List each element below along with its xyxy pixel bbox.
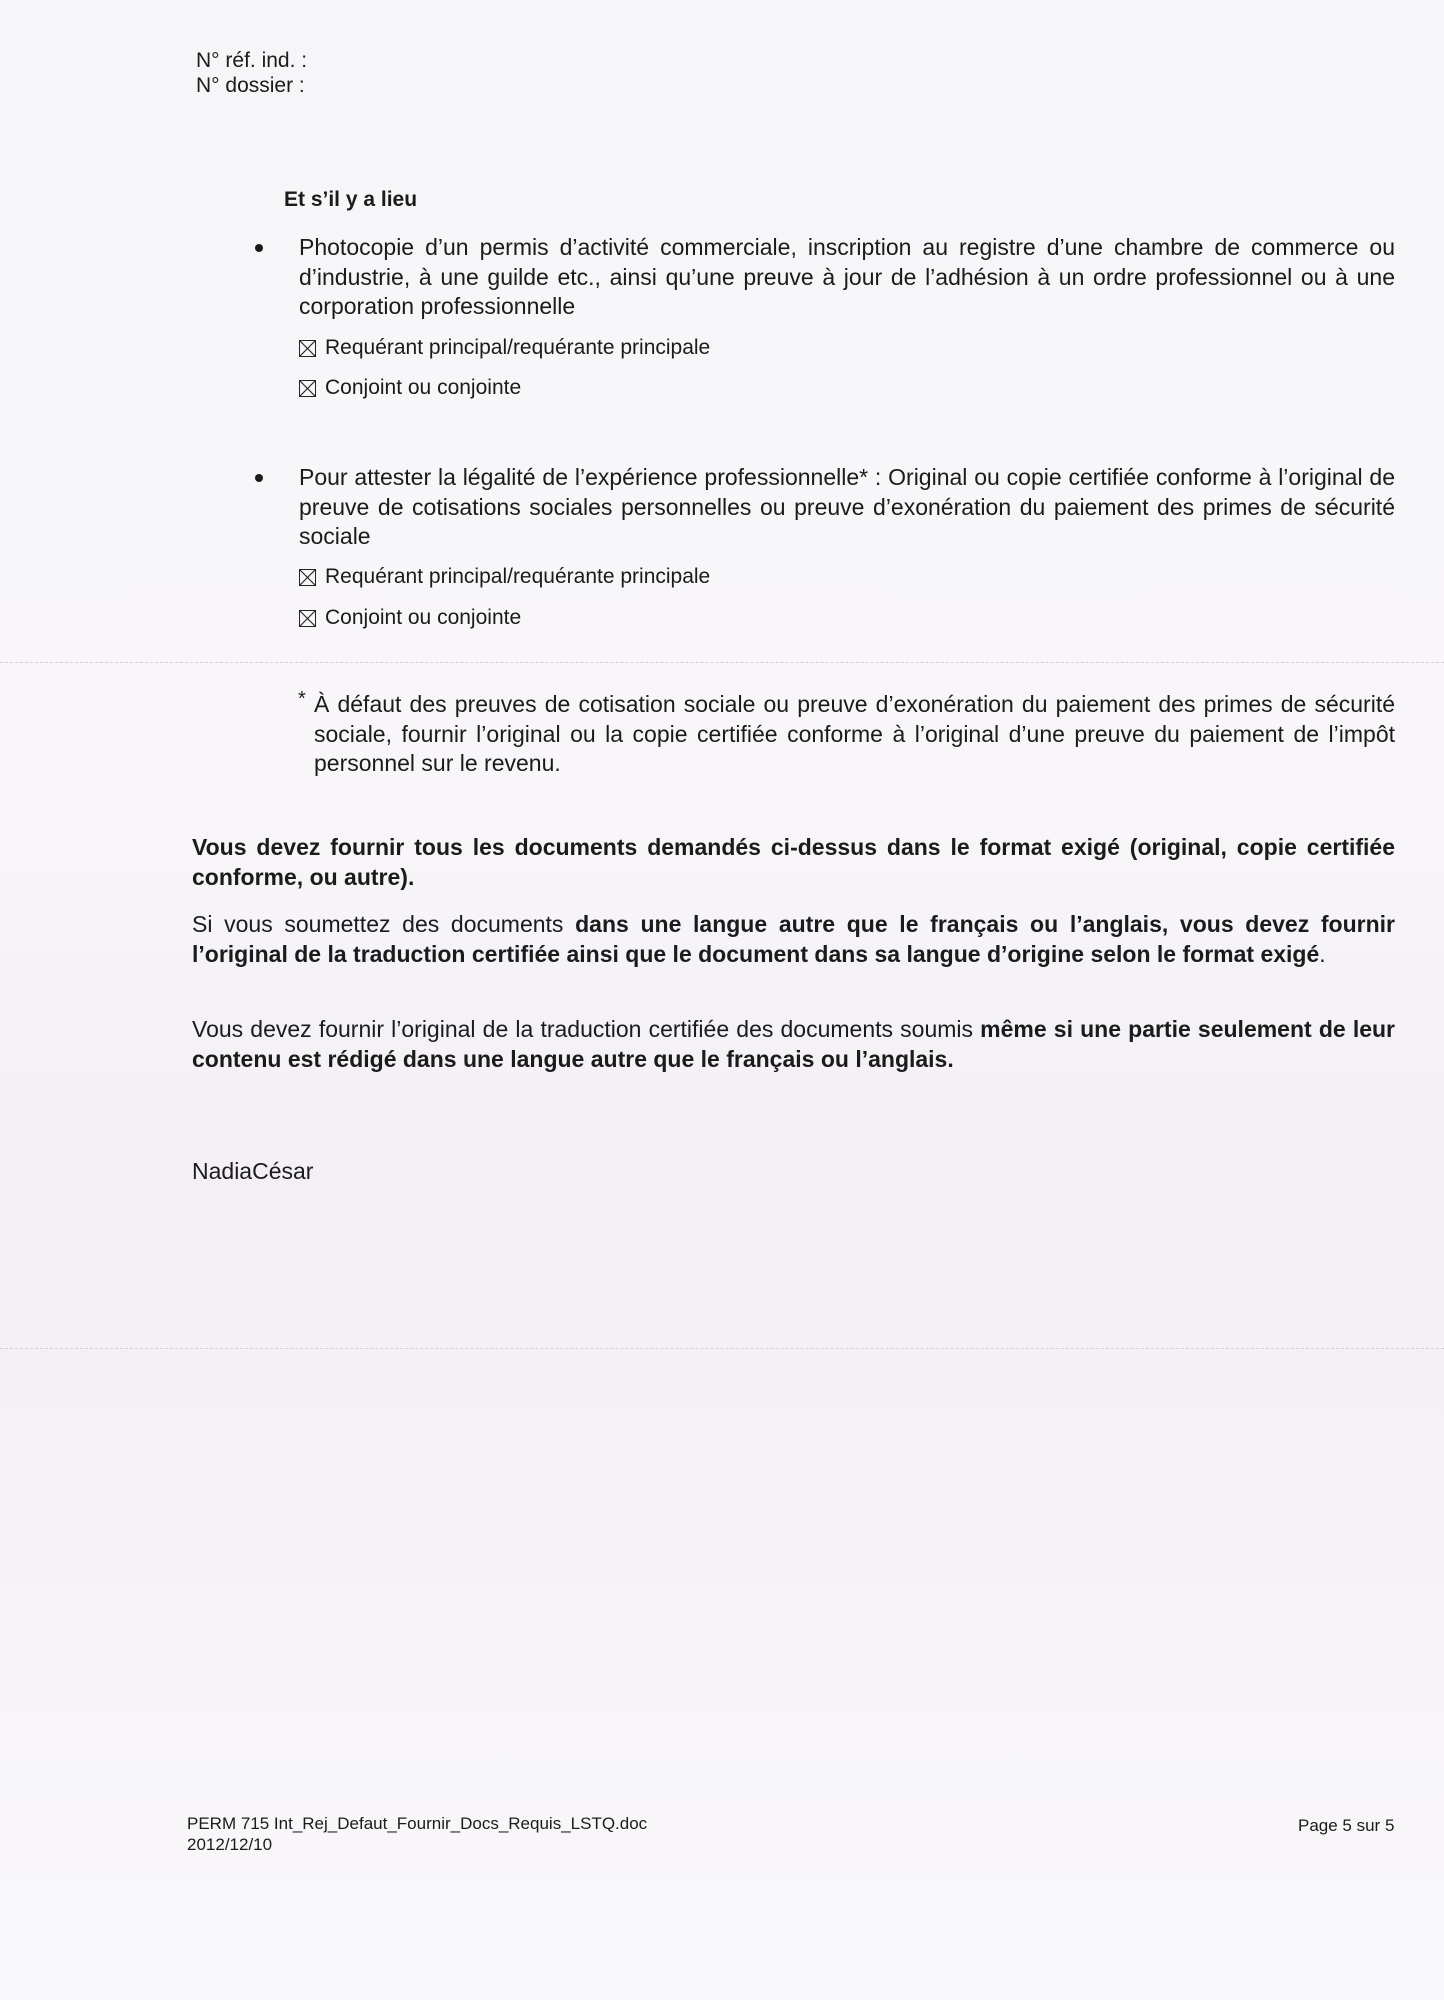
checkbox-row	[299, 335, 710, 361]
checkbox-label: Conjoint ou conjointe	[325, 606, 522, 629]
dossier-number	[196, 73, 305, 98]
reference-label: N° réf. ind. :	[196, 49, 308, 72]
bullet-icon	[255, 474, 263, 482]
checked-box-icon[interactable]	[299, 380, 316, 397]
section-title: Et s’il y a lieu	[284, 188, 418, 211]
footnote-text: À défaut des preuves de cotisation sociale ou preuve d’exonération du paiement des primes de sécurité sociale, fournir l’original ou la copie certifiée conforme à l’original d’une preuve du paiement de l’impôt personnel sur le revenu.	[314, 691, 1395, 776]
paragraph-translation-emphasis: même si une partie seulement de leur contenu est rédigé dans une langue autre que le français ou l’anglais.	[192, 1016, 1395, 1072]
dossier-label: N° dossier :	[196, 74, 305, 97]
page-number: Page 5 sur 5	[1298, 1816, 1395, 1835]
paragraph-language-end: .	[1319, 940, 1326, 967]
paragraph-language	[192, 910, 1395, 969]
checked-box-icon[interactable]	[299, 340, 316, 357]
paragraph-translation	[192, 1015, 1395, 1074]
signature: NadiaCésar	[192, 1158, 314, 1184]
list-item-text: Photocopie d’un permis d’activité commerciale, inscription au registre d’une chambre de commerce ou d’industrie, à une guilde etc., ainsi qu’une preuve à jour de l’adhésion à un ordre professionnel ou à une corporation professionnelle	[299, 234, 1395, 319]
reference-number	[196, 48, 307, 73]
fold-line	[0, 662, 1444, 663]
checkbox-label: Requérant principal/requérante principale	[325, 336, 711, 359]
checkbox-label: Requérant principal/requérante principale	[325, 565, 711, 588]
paragraph-language-emphasis: dans une langue autre que le français ou l’anglais, vous devez fournir l’original de la traduction certifiée ainsi que le document dans sa langue d’origine selon le format exigé	[192, 911, 1395, 967]
footer-filename: PERM 715 Int_Rej_Defaut_Fournir_Docs_Requis_LSTQ.doc	[187, 1814, 648, 1833]
checkbox-row	[299, 605, 521, 631]
paragraph-requirement: Vous devez fournir tous les documents demandés ci-dessus dans le format exigé (original, copie certifiée conforme, ou autre).	[192, 834, 1395, 890]
checkbox-row	[299, 375, 521, 401]
footnote-marker: *	[298, 688, 306, 710]
paragraph-translation-intro: Vous devez fournir l’original de la traduction certifiée des documents soumis	[192, 1016, 981, 1042]
checkbox-row	[299, 564, 710, 590]
checked-box-icon[interactable]	[299, 569, 316, 586]
footer-date: 2012/12/10	[187, 1835, 273, 1854]
checkbox-label: Conjoint ou conjointe	[325, 376, 522, 399]
fold-line	[0, 1348, 1444, 1349]
checked-box-icon[interactable]	[299, 610, 316, 627]
bullet-icon	[255, 244, 263, 252]
list-item-text: Pour attester la légalité de l’expérience professionnelle* : Original ou copie certifiée conforme à l’original de preuve de cotisations sociales personnelles ou preuve d’exonération du paiement des primes de sécurité sociale	[299, 464, 1395, 549]
paragraph-language-intro: Si vous soumettez des documents	[192, 911, 576, 937]
